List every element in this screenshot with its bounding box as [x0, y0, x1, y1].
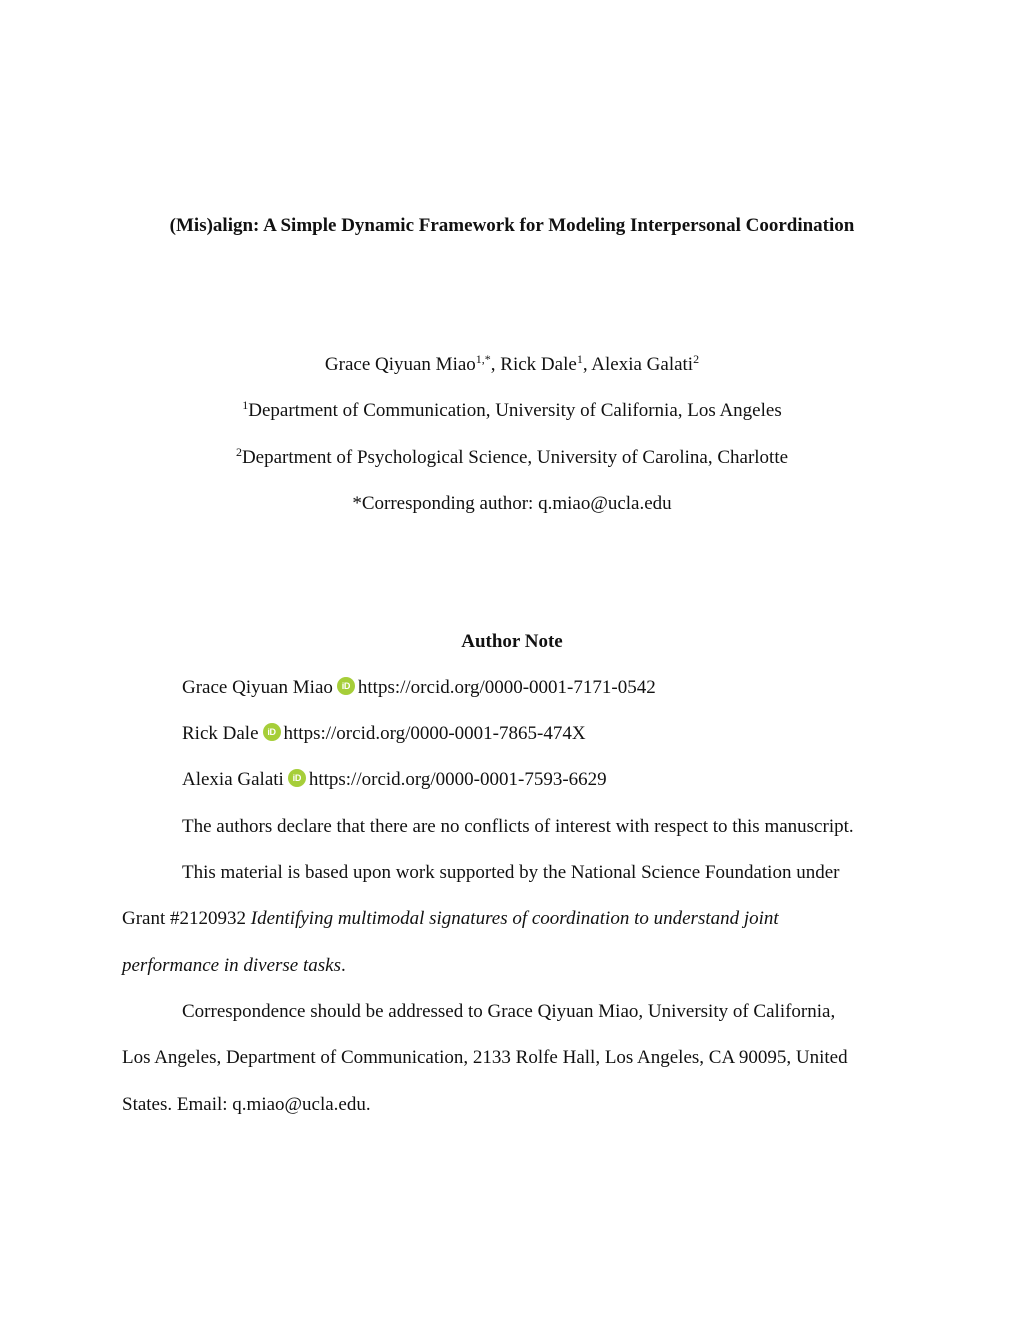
author-separator: , [582, 354, 592, 375]
orcid-line [182, 722, 586, 746]
affiliation-superscript: 2 [235, 445, 242, 459]
correspondence-line: Correspondence should be addressed to Grace Qiyuan Miao, University of California, [182, 1001, 836, 1022]
paper-title: (Mis)align: A Simple Dynamic Framework for Modeling Interpersonal Coordination [169, 215, 855, 236]
grant-number: Grant #2120932 [122, 908, 251, 929]
funding-line [122, 954, 346, 978]
orcid-line [182, 768, 607, 792]
conflicts-statement: The authors declare that there are no conflicts of interest with respect to this manuscript. [182, 816, 854, 837]
orcid-link[interactable]: https://orcid.org/0000-0001-7593-6629 [308, 769, 607, 790]
funding-end: . [340, 955, 346, 976]
correspondence-line: States. Email: q.miao@ucla.edu. [122, 1094, 371, 1115]
affiliation-text: Department of Psychological Science, University of Carolina, Charlotte [241, 447, 789, 468]
author-name: Rick Dale [500, 354, 577, 375]
affiliation-text: Department of Communication, University of California, Los Angeles [248, 400, 782, 421]
orcid-icon: iD [263, 723, 281, 741]
author-note-heading: Author Note [461, 631, 563, 652]
author-list [0, 353, 1024, 377]
funding-line [122, 907, 779, 931]
author-name: Grace Qiyuan Miao [324, 354, 476, 375]
corresponding-author: *Corresponding author: q.miao@ucla.edu [352, 493, 672, 514]
orcid-author-name: Grace Qiyuan Miao [182, 677, 333, 698]
author-separator: , [490, 354, 501, 375]
author-superscript: 1,* [475, 352, 491, 366]
orcid-link[interactable]: https://orcid.org/0000-0001-7865-474X [283, 723, 586, 744]
funding-line: This material is based upon work supported by the National Science Foundation under [182, 862, 840, 883]
grant-title: Identifying multimodal signatures of coordination to understand joint [250, 908, 779, 929]
affiliation [0, 399, 1024, 423]
orcid-line [182, 676, 656, 700]
correspondence-line: Los Angeles, Department of Communication, 2133 Rolfe Hall, Los Angeles, CA 90095, United [122, 1047, 848, 1068]
orcid-author-name: Alexia Galati [182, 769, 284, 790]
grant-title: performance in diverse tasks [122, 955, 341, 976]
author-name: Alexia Galati [591, 354, 694, 375]
affiliation-superscript: 1 [242, 398, 249, 412]
orcid-link[interactable]: https://orcid.org/0000-0001-7171-0542 [357, 677, 656, 698]
orcid-icon: iD [288, 769, 306, 787]
affiliation [0, 446, 1024, 470]
orcid-author-name: Rick Dale [182, 723, 259, 744]
author-superscript: 2 [693, 352, 700, 366]
author-superscript: 1 [576, 352, 583, 366]
orcid-icon: iD [337, 677, 355, 695]
